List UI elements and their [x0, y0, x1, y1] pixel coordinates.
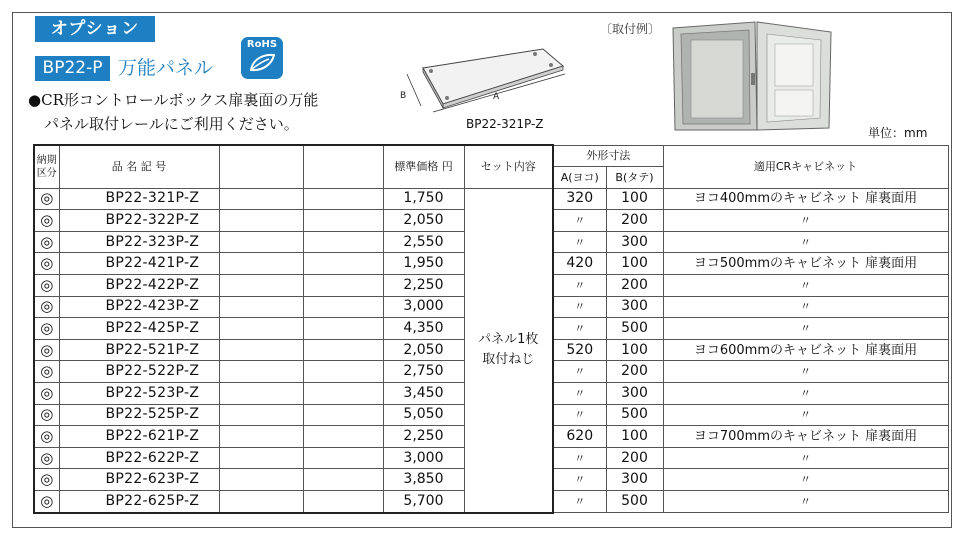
- cabinet-cell: 〃: [663, 447, 948, 469]
- set-contents-line-1: パネル1枚: [478, 332, 539, 348]
- dim-a-cell: 420: [553, 253, 606, 275]
- description: [28, 88, 318, 136]
- blank-cell: [219, 469, 303, 491]
- product-code-cell: BP22-622P-Z: [59, 447, 219, 469]
- dim-a-cell: 320: [553, 188, 606, 210]
- cabinet-cell: 〃: [663, 361, 948, 383]
- cabinet-cell: ヨコ400mmのキャビネット 扉裏面用: [663, 188, 948, 210]
- header-set-contents: セット内容: [464, 145, 553, 188]
- blank-cell: [219, 383, 303, 405]
- delivery-category-cell: ◎: [34, 188, 59, 210]
- price-cell: 3,450: [383, 383, 464, 405]
- product-code-cell: BP22-523P-Z: [59, 383, 219, 405]
- dim-b-cell: 200: [606, 447, 663, 469]
- header-cabinet: 適用CRキャビネット: [663, 145, 948, 188]
- product-code-cell: BP22-323P-Z: [59, 231, 219, 253]
- blank-cell: [303, 253, 383, 275]
- blank-cell: [219, 318, 303, 340]
- dim-b-cell: 100: [606, 253, 663, 275]
- delivery-category-cell: ◎: [34, 383, 59, 405]
- blank-cell: [303, 361, 383, 383]
- blank-cell: [303, 404, 383, 426]
- price-cell: 1,950: [383, 253, 464, 275]
- price-cell: 1,750: [383, 188, 464, 210]
- blank-cell: [303, 383, 383, 405]
- rohs-badge: [241, 37, 283, 79]
- dim-a-cell: 〃: [553, 404, 606, 426]
- dim-a-label: A: [493, 92, 500, 102]
- blank-cell: [303, 188, 383, 210]
- dim-a-cell: 520: [553, 339, 606, 361]
- delivery-category-cell: ◎: [34, 210, 59, 232]
- blank-cell: [219, 404, 303, 426]
- model-badge: BP22-P: [35, 56, 110, 81]
- delivery-category-cell: ◎: [34, 426, 59, 448]
- cabinet-cell: 〃: [663, 318, 948, 340]
- cabinet-cell: ヨコ500mmのキャビネット 扉裏面用: [663, 253, 948, 275]
- price-cell: 2,050: [383, 339, 464, 361]
- blank-cell: [219, 491, 303, 513]
- product-code-cell: BP22-522P-Z: [59, 361, 219, 383]
- example-label: 〔取付例〕: [600, 22, 661, 36]
- product-code-cell: BP22-423P-Z: [59, 296, 219, 318]
- product-code-cell: BP22-321P-Z: [59, 188, 219, 210]
- dim-a-cell: 〃: [553, 318, 606, 340]
- delivery-category-cell: ◎: [34, 339, 59, 361]
- product-code-cell: BP22-521P-Z: [59, 339, 219, 361]
- cabinet-illustration: [663, 18, 858, 134]
- price-cell: 2,050: [383, 210, 464, 232]
- blank-cell: [303, 210, 383, 232]
- price-cell: 2,250: [383, 426, 464, 448]
- delivery-category-cell: ◎: [34, 318, 59, 340]
- blank-cell: [303, 469, 383, 491]
- dim-b-cell: 500: [606, 318, 663, 340]
- dim-b-cell: 300: [606, 469, 663, 491]
- price-cell: 2,750: [383, 361, 464, 383]
- product-name: 万能パネル: [118, 57, 214, 79]
- cabinet-cell: 〃: [663, 275, 948, 297]
- dim-b-cell: 500: [606, 491, 663, 513]
- delivery-category-cell: ◎: [34, 296, 59, 318]
- unit-label: 単位：mm: [868, 126, 928, 140]
- spec-table: [33, 144, 949, 514]
- cabinet-cell: 〃: [663, 383, 948, 405]
- dim-b-cell: 300: [606, 383, 663, 405]
- panel-drawing: [395, 46, 570, 122]
- blank-cell: [303, 447, 383, 469]
- cabinet-cell: ヨコ700mmのキャビネット 扉裏面用: [663, 426, 948, 448]
- blank-cell: [303, 426, 383, 448]
- delivery-category-cell: ◎: [34, 361, 59, 383]
- dim-b-cell: 300: [606, 231, 663, 253]
- blank-cell: [219, 339, 303, 361]
- set-contents-line-2: 取付ねじ: [482, 352, 535, 368]
- dim-b-label: B: [400, 91, 407, 101]
- product-code-cell: BP22-625P-Z: [59, 491, 219, 513]
- blank-cell: [303, 339, 383, 361]
- blank-cell: [303, 296, 383, 318]
- dim-b-cell: 100: [606, 426, 663, 448]
- blank-cell: [219, 231, 303, 253]
- header-blank-2: [303, 145, 383, 188]
- price-cell: 2,250: [383, 275, 464, 297]
- blank-cell: [303, 318, 383, 340]
- delivery-category-cell: ◎: [34, 231, 59, 253]
- blank-cell: [219, 188, 303, 210]
- dim-a-cell: 〃: [553, 361, 606, 383]
- header-dim-b: B(タテ): [606, 167, 663, 189]
- blank-cell: [219, 253, 303, 275]
- header-outer-dims: 外形寸法: [553, 145, 663, 167]
- blank-cell: [219, 296, 303, 318]
- cabinet-cell: 〃: [663, 404, 948, 426]
- dim-b-cell: 500: [606, 404, 663, 426]
- header-dim-a: A(ヨコ): [553, 167, 606, 189]
- cabinet-cell: 〃: [663, 210, 948, 232]
- dim-a-cell: 〃: [553, 210, 606, 232]
- dim-a-cell: 〃: [553, 296, 606, 318]
- header-product-code: 品 名 記 号: [59, 145, 219, 188]
- cabinet-cell: 〃: [663, 296, 948, 318]
- section-label: オプション: [35, 16, 155, 42]
- blank-cell: [219, 210, 303, 232]
- description-line-2: パネル取付レールにご利用ください。: [44, 115, 299, 133]
- product-code-cell: BP22-525P-Z: [59, 404, 219, 426]
- product-code-cell: BP22-425P-Z: [59, 318, 219, 340]
- price-cell: 5,050: [383, 404, 464, 426]
- product-code-cell: BP22-621P-Z: [59, 426, 219, 448]
- product-code-cell: BP22-421P-Z: [59, 253, 219, 275]
- rohs-label: RoHS: [246, 39, 278, 50]
- blank-cell: [219, 426, 303, 448]
- dim-b-cell: 200: [606, 210, 663, 232]
- delivery-category-cell: ◎: [34, 404, 59, 426]
- blank-cell: [219, 361, 303, 383]
- delivery-category-cell: ◎: [34, 253, 59, 275]
- dim-b-cell: 100: [606, 188, 663, 210]
- product-code-cell: BP22-422P-Z: [59, 275, 219, 297]
- blank-cell: [219, 275, 303, 297]
- delivery-category-cell: ◎: [34, 469, 59, 491]
- panel-caption: BP22-321P-Z: [466, 117, 544, 131]
- product-code-cell: BP22-623P-Z: [59, 469, 219, 491]
- dim-a-cell: 620: [553, 426, 606, 448]
- price-cell: 3,000: [383, 447, 464, 469]
- price-cell: 3,000: [383, 296, 464, 318]
- dim-a-cell: 〃: [553, 383, 606, 405]
- dim-a-cell: 〃: [553, 231, 606, 253]
- cabinet-cell: ヨコ600mmのキャビネット 扉裏面用: [663, 339, 948, 361]
- dim-b-cell: 100: [606, 339, 663, 361]
- blank-cell: [219, 447, 303, 469]
- header-blank-1: [219, 145, 303, 188]
- cabinet-cell: 〃: [663, 469, 948, 491]
- blank-cell: [303, 231, 383, 253]
- blank-cell: [303, 275, 383, 297]
- table-row: [34, 188, 948, 210]
- cabinet-cell: 〃: [663, 491, 948, 513]
- dim-a-cell: 〃: [553, 447, 606, 469]
- dim-a-cell: 〃: [553, 491, 606, 513]
- delivery-category-cell: ◎: [34, 491, 59, 513]
- leaf-icon: [247, 52, 277, 74]
- dim-b-cell: 300: [606, 296, 663, 318]
- set-contents-cell: [464, 188, 553, 512]
- price-cell: 4,350: [383, 318, 464, 340]
- blank-cell: [303, 491, 383, 513]
- price-cell: 3,850: [383, 469, 464, 491]
- delivery-category-cell: ◎: [34, 447, 59, 469]
- description-line-1: ●CR形コントロールボックス扉裏面の万能: [28, 91, 319, 109]
- dim-b-cell: 200: [606, 275, 663, 297]
- dim-b-cell: 200: [606, 361, 663, 383]
- header-price: 標準価格 円: [383, 145, 464, 188]
- product-code-cell: BP22-322P-Z: [59, 210, 219, 232]
- header-category: 納期区分: [34, 145, 59, 188]
- cabinet-cell: 〃: [663, 231, 948, 253]
- delivery-category-cell: ◎: [34, 275, 59, 297]
- dim-a-cell: 〃: [553, 275, 606, 297]
- price-cell: 2,550: [383, 231, 464, 253]
- dim-a-cell: 〃: [553, 469, 606, 491]
- price-cell: 5,700: [383, 491, 464, 513]
